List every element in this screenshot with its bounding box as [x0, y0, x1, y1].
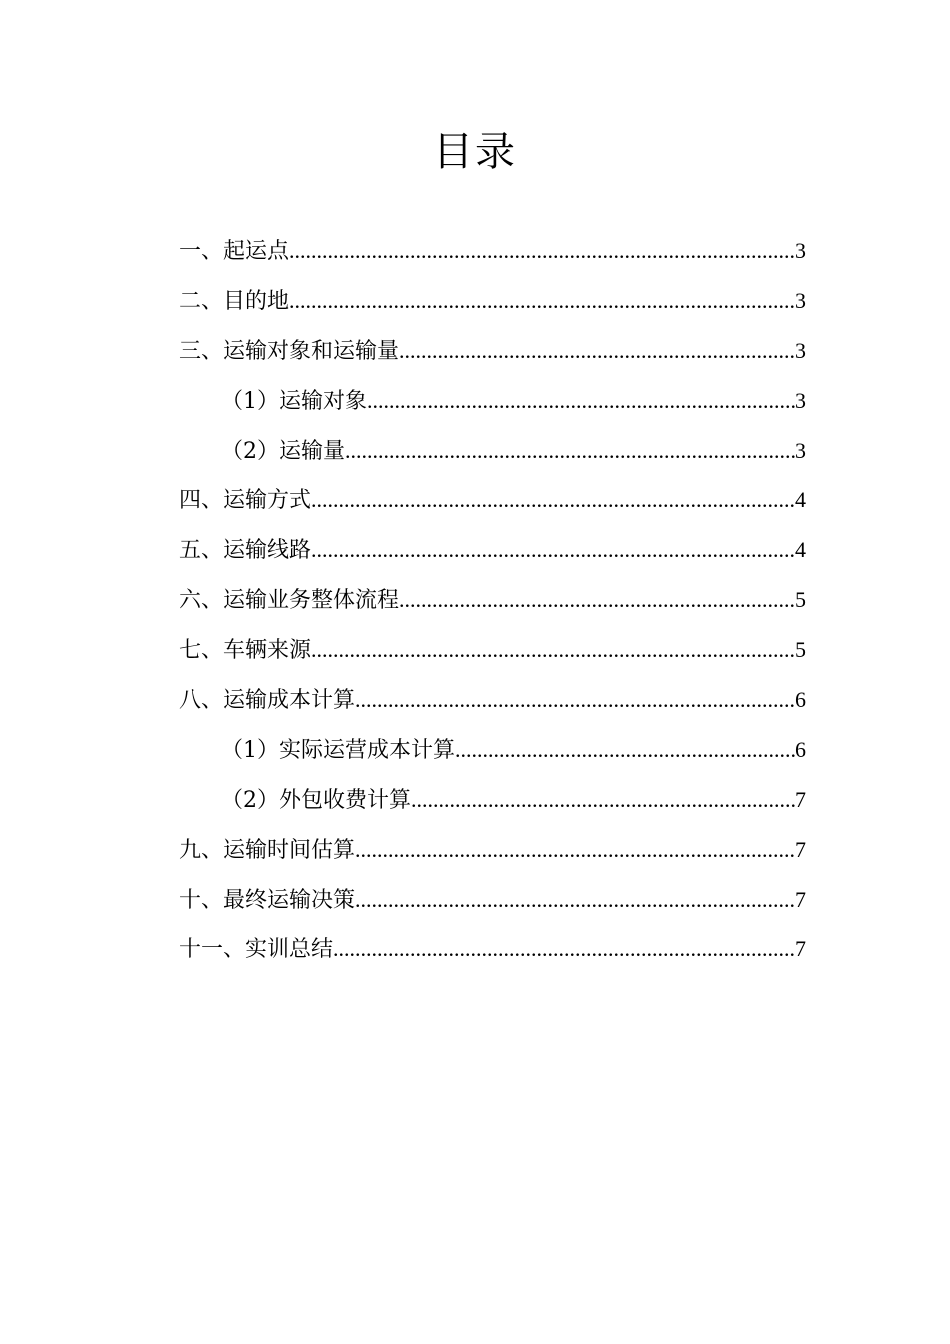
toc-page-number: 4	[795, 487, 806, 513]
toc-page-number: 7	[795, 886, 806, 912]
toc-entry-text: （2）运输量	[221, 438, 345, 464]
toc-page-number: 7	[795, 836, 806, 862]
toc-entry-text: 九、运输时间估算	[179, 837, 356, 863]
toc-entry[interactable]	[179, 825, 806, 875]
toc-page-number: 6	[795, 736, 806, 762]
toc-dot-leader	[399, 575, 795, 625]
toc-dot-leader	[345, 426, 795, 476]
toc-page-number: 5	[795, 637, 806, 663]
toc-page-number: 4	[795, 537, 806, 563]
toc-dot-leader	[355, 825, 795, 875]
toc-page-number: 7	[795, 936, 806, 962]
toc-entry[interactable]	[179, 475, 806, 525]
toc-entry[interactable]	[179, 924, 806, 974]
toc-dot-leader	[311, 625, 795, 675]
toc-dot-leader	[367, 376, 795, 426]
toc-dot-leader	[455, 725, 795, 775]
toc-entry-text: 六、运输业务整体流程	[179, 588, 400, 614]
toc-entry-text: 三、运输对象和运输量	[179, 338, 400, 364]
toc-entry-text: 五、运输线路	[179, 538, 312, 564]
toc-dot-leader	[311, 475, 795, 525]
toc-page-number: 5	[795, 587, 806, 613]
toc-entry[interactable]	[179, 575, 806, 625]
toc-entry-text: 八、运输成本计算	[179, 688, 356, 714]
toc-entry[interactable]	[179, 675, 806, 725]
toc-entry-text: （1）实际运营成本计算	[221, 737, 455, 763]
toc-dot-leader	[289, 276, 795, 326]
toc-entry-text: 十、最终运输决策	[179, 887, 356, 913]
toc-page-number: 6	[795, 687, 806, 713]
toc-dot-leader	[399, 326, 795, 376]
toc-entry[interactable]	[179, 276, 806, 326]
toc-entry-text: 十一、实训总结	[179, 937, 334, 963]
toc-entry-text: 四、运输方式	[179, 488, 312, 514]
toc-page-number: 3	[795, 387, 806, 413]
toc-entry[interactable]	[179, 625, 806, 675]
toc-entry-text: 一、起运点	[179, 239, 290, 264]
toc-entry-text: （1）运输对象	[221, 388, 367, 414]
toc-entry[interactable]	[179, 775, 806, 825]
toc-entry-text: 二、目的地	[179, 288, 290, 314]
toc-entry[interactable]	[179, 326, 806, 376]
toc-dot-leader	[355, 875, 795, 925]
toc-entry[interactable]	[179, 725, 806, 775]
toc-entry[interactable]	[179, 875, 806, 925]
toc-entry-text: （2）外包收费计算	[221, 787, 411, 813]
toc-entry[interactable]	[179, 376, 806, 426]
toc-page-number: 3	[795, 437, 806, 463]
toc-page-number: 7	[795, 786, 806, 812]
toc-dot-leader	[355, 675, 795, 725]
toc-page-number: 3	[795, 287, 806, 313]
toc-title: 目录	[433, 129, 517, 175]
toc-page-number: 3	[795, 337, 806, 363]
toc-entry[interactable]	[179, 525, 806, 575]
toc-entry-text: 七、车辆来源	[179, 638, 312, 664]
toc-dot-leader	[411, 775, 795, 825]
toc-page-number: 3	[795, 238, 806, 263]
toc-dot-leader	[311, 525, 795, 575]
table-of-contents	[179, 226, 806, 974]
toc-dot-leader	[333, 924, 795, 974]
toc-entry[interactable]	[179, 226, 806, 276]
toc-dot-leader	[289, 226, 795, 276]
toc-entry[interactable]	[179, 426, 806, 476]
